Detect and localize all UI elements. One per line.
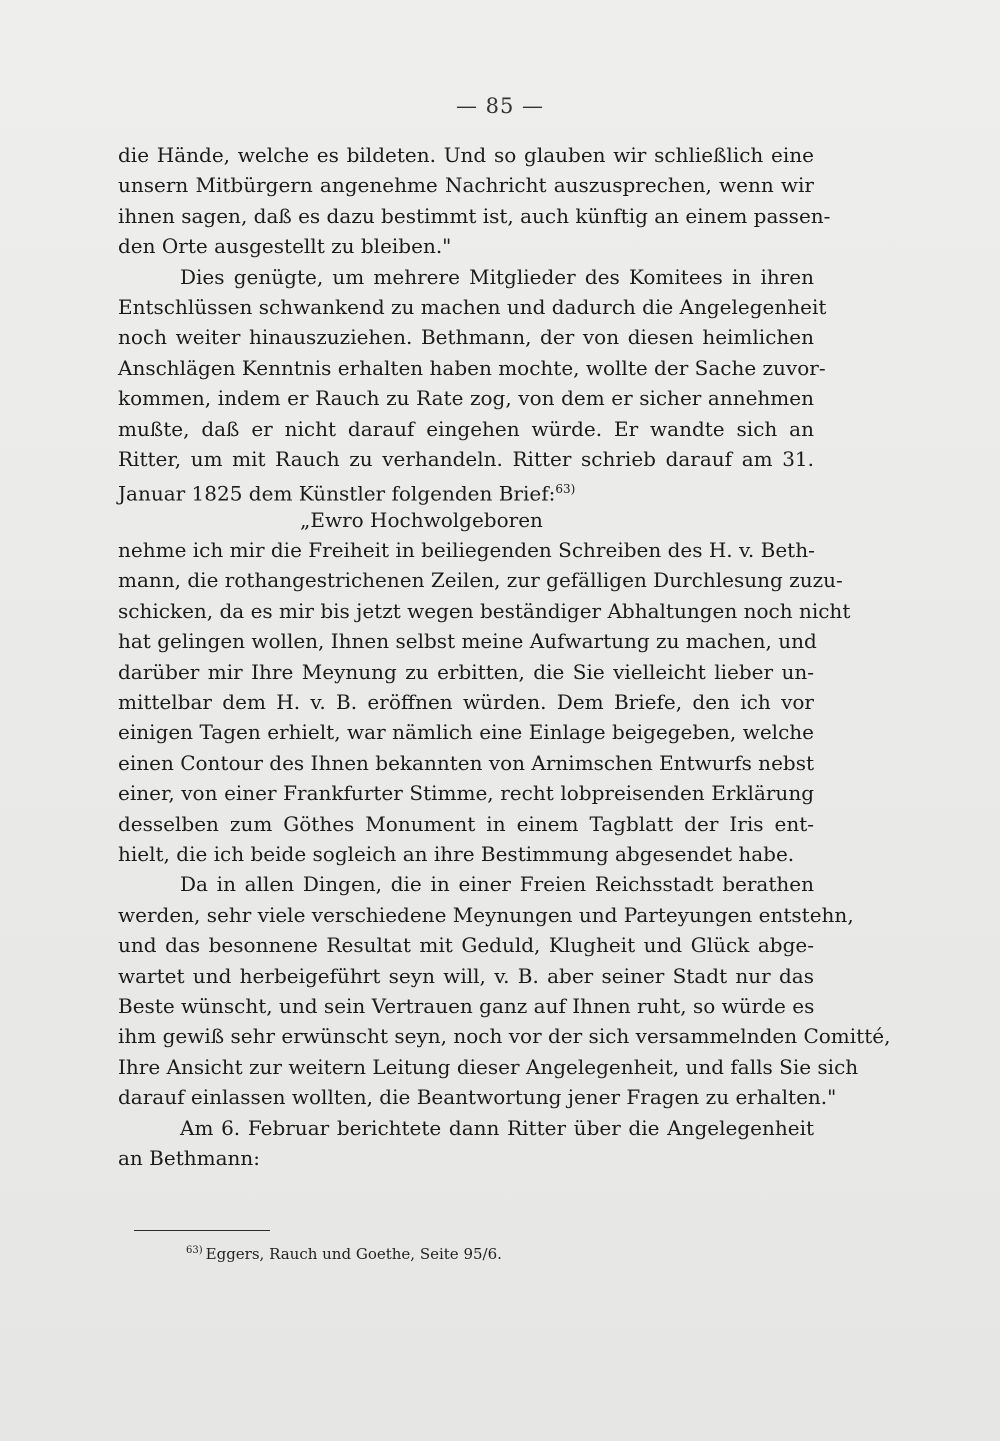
footnote-divider [134,1230,270,1231]
footnote [186,1238,502,1267]
page-number: — 85 — [455,94,545,118]
text-line [118,565,843,595]
line-text: nehme ich mir die Freiheit in beiliegenden Schreiben des H. v. Beth- [118,538,815,563]
text-line [118,657,814,687]
text-line [118,1021,891,1051]
line-text: ihm gewiß sehr erwünscht seyn, noch vor der sich versammelnden Comitté, [118,1024,891,1049]
body-text [118,140,891,1173]
line-text: einen Contour des Ihnen bekannten von Arnimschen Entwurfs nebst [118,750,815,775]
line-text: hielt, die ich beide sogleich an ihre Bestimmung abgesendet habe. [118,841,795,866]
footnote-reference: 63) [555,482,576,497]
text-line [118,991,814,1021]
text-line [118,687,814,717]
text-line [118,140,814,170]
line-text: hat gelingen wollen, Ihnen selbst meine Aufwartung zu machen, und [118,629,817,654]
text-line [118,262,814,292]
text-line [118,717,814,747]
line-text: ihnen sagen, daß es dazu bestimmt ist, auch künftig an einem passen- [118,203,831,228]
line-text: wartet und herbeigeführt seyn will, v. B. aber seiner Stadt nur das [118,963,814,988]
line-text: mittelbar dem H. v. B. eröffnen würden. Dem Briefe, den ich vor [118,690,814,715]
text-line [118,626,817,656]
line-text: Januar 1825 dem Künstler folgenden Brief: [118,481,556,506]
line-text: Da in allen Dingen, die in einer Freien Reichsstadt berathen [180,872,814,897]
line-text: einer, von einer Frankfurter Stimme, recht lobpreisenden Erklärung [118,781,814,806]
line-text: Beste wünscht, und sein Vertrauen ganz auf Ihnen ruht, so würde es [118,993,815,1018]
text-line [118,930,814,960]
text-line [118,353,826,383]
line-text: Ihre Ansicht zur weitern Leitung dieser Angelegenheit, und falls Sie sich [118,1054,859,1079]
line-text: Entschlüssen schwankend zu machen und dadurch die Angelegenheit [118,294,827,319]
line-text: an Bethmann: [118,1145,261,1170]
line-text: Am 6. Februar berichtete dann Ritter über die Angelegenheit [180,1115,814,1140]
line-text: „Ewro Hochwolgeboren [300,507,543,532]
text-line [118,1113,814,1143]
text-line [118,839,814,869]
text-line [118,1082,837,1112]
line-text: darauf einlassen wollten, die Beantwortung jener Fragen zu erhalten." [118,1085,837,1110]
line-text: mußte, daß er nicht darauf eingehen würde. Er wandte sich an [118,416,814,441]
text-line [118,231,814,261]
text-line [118,900,854,930]
text-line [118,444,814,474]
text-line [118,596,851,626]
footnote-text: Eggers, Rauch und Goethe, Seite 95/6. [205,1245,502,1263]
text-line [118,322,814,352]
line-text: die Hände, welche es bildeten. Und so glauben wir schließlich eine [118,143,814,167]
text-line [118,748,814,778]
line-text: werden, sehr viele verschiedene Meynungen und Parteyungen entstehn, [118,902,854,927]
text-line [118,414,814,444]
text-line [118,778,814,808]
text-line [118,170,814,200]
line-text: Dies genügte, um mehrere Mitglieder des Komitees in ihren [180,264,814,289]
line-text: desselben zum Göthes Monument in einem Tagblatt der Iris ent- [118,811,814,836]
text-line [118,383,814,413]
text-line [118,1143,814,1173]
line-text: mann, die rothangestrichenen Zeilen, zur gefälligen Durchlesung zuzu- [118,568,843,593]
line-text: den Orte ausgestellt zu bleiben." [118,234,452,259]
text-line [118,292,827,322]
line-text: darüber mir Ihre Meynung zu erbitten, die Sie vielleicht lieber un- [118,659,814,684]
line-text: Anschlägen Kenntnis erhalten haben mochte, wollte der Sache zuvor- [118,355,826,380]
line-text: unsern Mitbürgern angenehme Nachricht auszusprechen, wenn wir [118,173,814,198]
line-text: und das besonnene Resultat mit Geduld, Klugheit und Glück abge- [118,933,814,958]
text-line [118,961,814,991]
text-line [118,505,814,535]
text-line [118,1052,859,1082]
line-text: Ritter, um mit Rauch zu verhandeln. Ritter schrieb darauf am 31. [118,446,814,471]
text-line [118,809,814,839]
text-line [118,474,814,504]
line-text: noch weiter hinauszuziehen. Bethmann, der von diesen heimlichen [118,325,814,350]
text-line [118,535,814,565]
text-line [118,869,814,899]
line-text: kommen, indem er Rauch zu Rate zog, von dem er sicher annehmen [118,386,814,411]
text-line [118,201,831,231]
line-text: schicken, da es mir bis jetzt wegen beständiger Abhaltungen noch nicht [118,598,851,623]
footnote-marker: 63) [186,1245,203,1256]
line-text: einigen Tagen erhielt, war nämlich eine Einlage beigegeben, welche [118,720,814,745]
